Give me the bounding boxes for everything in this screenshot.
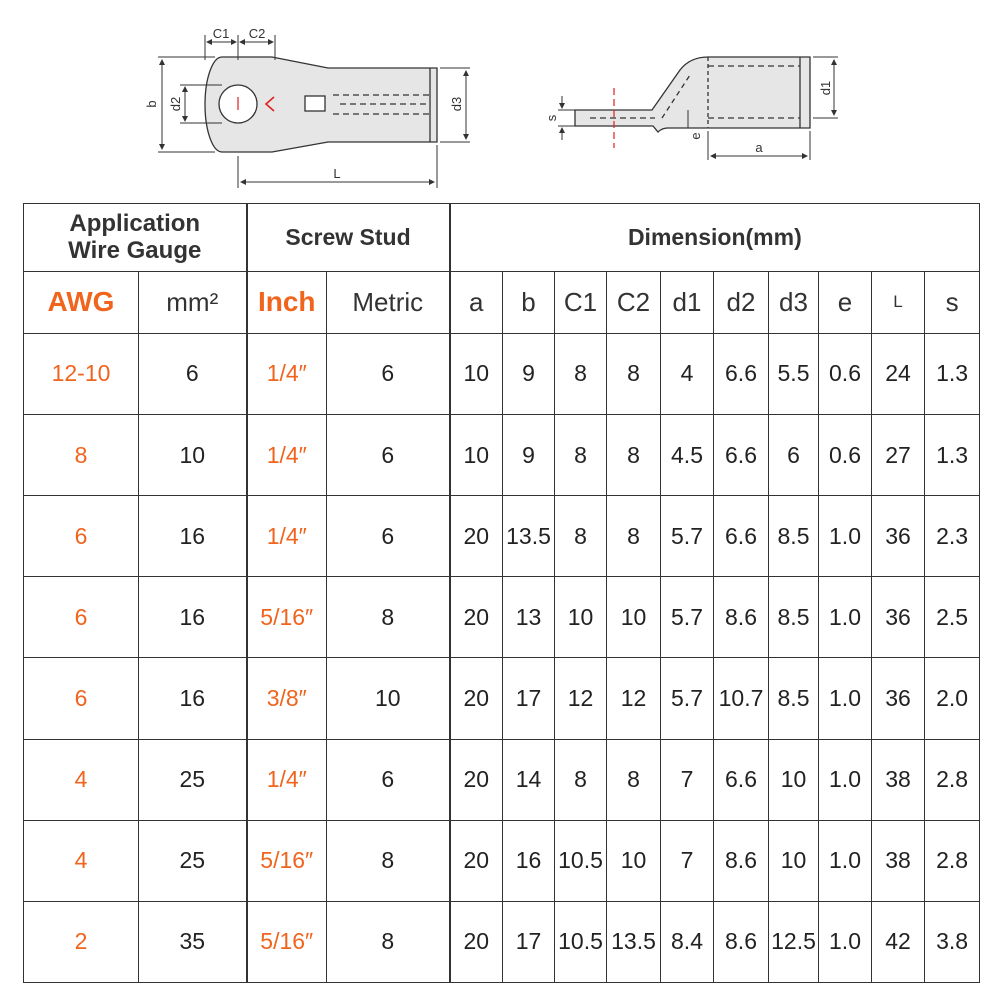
cell-inch: 1/4″ — [247, 333, 327, 414]
cell-d1: 4 — [661, 333, 714, 414]
cell-mm2: 10 — [139, 414, 247, 495]
cell-l: 38 — [872, 820, 925, 901]
cell-e: 1.0 — [819, 658, 872, 739]
table-row — [24, 577, 980, 658]
col-d1: d1 — [661, 271, 714, 333]
cell-d2: 6.6 — [714, 739, 769, 820]
cell-inch: 5/16″ — [247, 820, 327, 901]
cell-e: 1.0 — [819, 577, 872, 658]
cell-awg: 4 — [24, 739, 139, 820]
cell-d2: 8.6 — [714, 577, 769, 658]
cell-inch: 1/4″ — [247, 496, 327, 577]
cell-inch: 3/8″ — [247, 658, 327, 739]
cell-d1: 5.7 — [661, 658, 714, 739]
spec-table — [23, 203, 980, 983]
cell-a: 20 — [450, 901, 503, 982]
cell-l: 36 — [872, 658, 925, 739]
cell-s: 2.3 — [925, 496, 980, 577]
cell-e: 1.0 — [819, 496, 872, 577]
label-l: L — [333, 166, 341, 181]
col-d3: d3 — [769, 271, 819, 333]
cell-l: 36 — [872, 496, 925, 577]
cell-b: 17 — [503, 658, 555, 739]
label-d1: d1 — [818, 80, 833, 96]
dimension-header: Dimension(mm) — [450, 204, 980, 272]
cell-awg: 4 — [24, 820, 139, 901]
cell-b: 13.5 — [503, 496, 555, 577]
label-d3: d3 — [449, 96, 464, 112]
cell-awg: 6 — [24, 577, 139, 658]
cell-awg: 6 — [24, 496, 139, 577]
cell-a: 20 — [450, 739, 503, 820]
cell-d1: 5.7 — [661, 496, 714, 577]
cell-metric: 8 — [327, 577, 450, 658]
cell-a: 10 — [450, 414, 503, 495]
cell-s: 2.8 — [925, 820, 980, 901]
cell-awg: 8 — [24, 414, 139, 495]
cell-c1: 8 — [555, 739, 607, 820]
cell-metric: 6 — [327, 333, 450, 414]
cell-c2: 8 — [607, 414, 661, 495]
cell-metric: 6 — [327, 496, 450, 577]
cell-mm2: 6 — [139, 333, 247, 414]
table-body — [24, 333, 980, 982]
application-header-line1: Application — [69, 210, 201, 238]
cell-d3: 12.5 — [769, 901, 819, 982]
cell-c1: 8 — [555, 414, 607, 495]
application-header — [24, 204, 247, 272]
cell-b: 9 — [503, 333, 555, 414]
cell-e: 0.6 — [819, 414, 872, 495]
label-e: e — [688, 132, 703, 140]
cell-c2: 12 — [607, 658, 661, 739]
group-header-row — [24, 204, 980, 272]
cell-l: 24 — [872, 333, 925, 414]
cell-l: 42 — [872, 901, 925, 982]
cell-d2: 8.6 — [714, 901, 769, 982]
cell-c1: 10 — [555, 577, 607, 658]
cell-mm2: 16 — [139, 496, 247, 577]
cell-s: 2.0 — [925, 658, 980, 739]
cell-d2: 6.6 — [714, 496, 769, 577]
cell-mm2: 16 — [139, 658, 247, 739]
col-l: L — [872, 271, 925, 333]
table-row — [24, 658, 980, 739]
cell-c2: 8 — [607, 333, 661, 414]
cell-e: 1.0 — [819, 739, 872, 820]
table-row — [24, 333, 980, 414]
table-row — [24, 739, 980, 820]
col-inch: Inch — [247, 271, 327, 333]
cell-d3: 6 — [769, 414, 819, 495]
cell-metric: 6 — [327, 414, 450, 495]
cell-c2: 8 — [607, 496, 661, 577]
cell-inch: 1/4″ — [247, 414, 327, 495]
col-awg: AWG — [24, 271, 139, 333]
col-a: a — [450, 271, 503, 333]
cell-b: 17 — [503, 901, 555, 982]
cell-inch: 5/16″ — [247, 901, 327, 982]
cell-d1: 7 — [661, 820, 714, 901]
cell-s: 2.5 — [925, 577, 980, 658]
cell-s: 2.8 — [925, 739, 980, 820]
cell-a: 20 — [450, 658, 503, 739]
cell-d1: 4.5 — [661, 414, 714, 495]
cell-awg: 2 — [24, 901, 139, 982]
cell-a: 10 — [450, 333, 503, 414]
cell-c2: 10 — [607, 820, 661, 901]
cell-b: 9 — [503, 414, 555, 495]
cell-inch: 1/4″ — [247, 739, 327, 820]
lug-side-view — [575, 57, 810, 132]
cell-a: 20 — [450, 577, 503, 658]
cell-b: 16 — [503, 820, 555, 901]
cell-s: 1.3 — [925, 414, 980, 495]
cell-l: 27 — [872, 414, 925, 495]
cell-d3: 5.5 — [769, 333, 819, 414]
cell-s: 3.8 — [925, 901, 980, 982]
cell-l: 38 — [872, 739, 925, 820]
cell-d1: 7 — [661, 739, 714, 820]
cell-d3: 8.5 — [769, 577, 819, 658]
cell-d3: 10 — [769, 739, 819, 820]
cell-c1: 8 — [555, 496, 607, 577]
cell-b: 14 — [503, 739, 555, 820]
table-row — [24, 414, 980, 495]
cell-a: 20 — [450, 496, 503, 577]
cell-d1: 5.7 — [661, 577, 714, 658]
col-e: e — [819, 271, 872, 333]
cell-e: 0.6 — [819, 333, 872, 414]
cell-metric: 10 — [327, 658, 450, 739]
cell-e: 1.0 — [819, 820, 872, 901]
cell-metric: 8 — [327, 820, 450, 901]
cell-c1: 12 — [555, 658, 607, 739]
cell-d1: 8.4 — [661, 901, 714, 982]
cell-d2: 6.6 — [714, 414, 769, 495]
cell-d2: 8.6 — [714, 820, 769, 901]
cell-e: 1.0 — [819, 901, 872, 982]
cell-metric: 6 — [327, 739, 450, 820]
cell-d3: 8.5 — [769, 496, 819, 577]
cell-l: 36 — [872, 577, 925, 658]
cell-mm2: 25 — [139, 820, 247, 901]
cell-awg: 6 — [24, 658, 139, 739]
column-header-row — [24, 271, 980, 333]
col-mm2: mm² — [139, 271, 247, 333]
table-row — [24, 496, 980, 577]
col-metric: Metric — [327, 271, 450, 333]
label-s: s — [544, 114, 559, 122]
cell-d2: 10.7 — [714, 658, 769, 739]
col-c2: C2 — [607, 271, 661, 333]
cell-c2: 13.5 — [607, 901, 661, 982]
cell-s: 1.3 — [925, 333, 980, 414]
label-c1: C1 — [212, 26, 230, 41]
cell-c2: 10 — [607, 577, 661, 658]
cell-c2: 8 — [607, 739, 661, 820]
cell-d2: 6.6 — [714, 333, 769, 414]
cell-c1: 8 — [555, 333, 607, 414]
col-s: s — [925, 271, 980, 333]
cell-mm2: 35 — [139, 901, 247, 982]
col-b: b — [503, 271, 555, 333]
lug-top-view — [205, 57, 437, 152]
label-d2: d2 — [168, 96, 183, 112]
cell-c1: 10.5 — [555, 901, 607, 982]
cell-b: 13 — [503, 577, 555, 658]
cell-awg: 12-10 — [24, 333, 139, 414]
cell-c1: 10.5 — [555, 820, 607, 901]
col-c1: C1 — [555, 271, 607, 333]
cell-d3: 8.5 — [769, 658, 819, 739]
application-header-line2: Wire Gauge — [68, 237, 202, 265]
cell-mm2: 16 — [139, 577, 247, 658]
cell-mm2: 25 — [139, 739, 247, 820]
cell-d3: 10 — [769, 820, 819, 901]
table-row — [24, 901, 980, 982]
col-d2: d2 — [714, 271, 769, 333]
label-c2: C2 — [248, 26, 266, 41]
screw-stud-header: Screw Stud — [247, 204, 450, 272]
cell-inch: 5/16″ — [247, 577, 327, 658]
table-row — [24, 820, 980, 901]
label-a: a — [755, 140, 763, 155]
cell-metric: 8 — [327, 901, 450, 982]
lug-dimension-diagrams — [0, 0, 1001, 200]
label-b: b — [144, 100, 159, 108]
cell-a: 20 — [450, 820, 503, 901]
